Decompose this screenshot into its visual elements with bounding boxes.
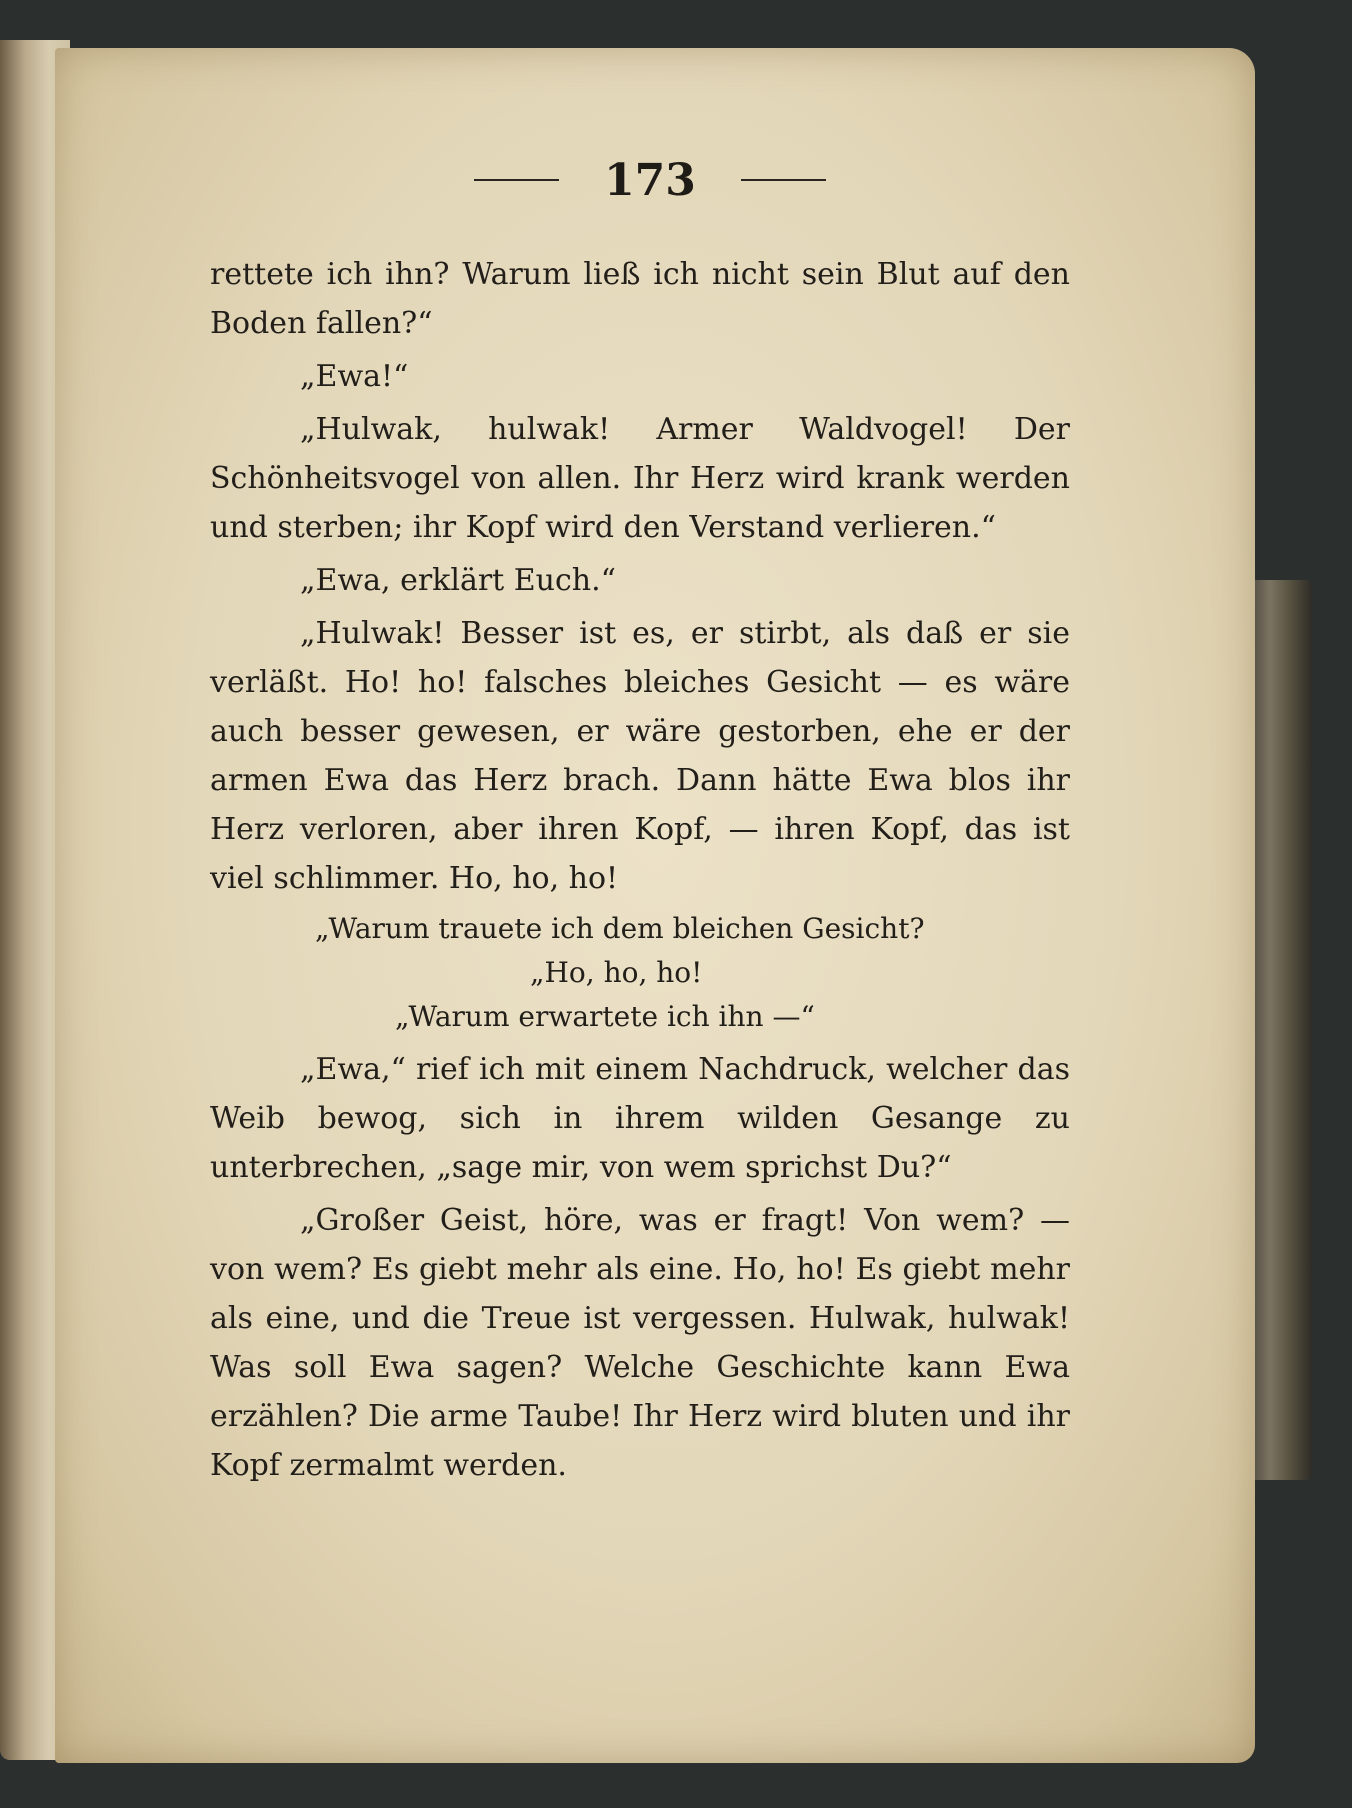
paragraph: „Hulwak, hulwak! Armer Waldvogel! Der Schönheitsvogel von allen. Ihr Herz wird krank werden und sterben; ihr Kopf wird den Verstand verlieren.“ (210, 412, 1070, 545)
song-verse (210, 907, 1070, 1039)
paragraph: „Hulwak! Besser ist es, er stirbt, als daß er sie verläßt. Ho! ho! falsches bleiches Gesicht — es wäre auch besser gewesen, er wäre gestorben, ehe er der armen Ewa das Herz brach. Dann hätte Ewa blos ihr Herz verloren, aber ihren Kopf, — ihren Kopf, das ist viel schlimmer. Ho, ho, ho! (210, 616, 1070, 896)
header-rule-right (741, 179, 826, 181)
page-number: 173 (604, 154, 696, 206)
page-header (460, 150, 840, 210)
header-rule-left (474, 179, 559, 181)
paragraph: „Ewa!“ (300, 359, 409, 394)
body-text (210, 250, 1070, 1494)
verse-line: „Warum erwartete ich ihn —“ (395, 1000, 815, 1033)
verse-line: „Warum trauete ich dem bleichen Gesicht? (315, 912, 925, 945)
paragraph: „Ewa,“ rief ich mit einem Nachdruck, welcher das Weib bewog, sich in ihrem wilden Gesange zu unterbrechen, „sage mir, von wem sprichst Du?“ (210, 1052, 1070, 1185)
paragraph: „Ewa, erklärt Euch.“ (300, 563, 616, 598)
paragraph: „Großer Geist, höre, was er fragt! Von wem? — von wem? Es giebt mehr als eine. Ho, ho! Es giebt mehr als eine, und die Treue ist vergessen. Hulwak, hulwak! Was soll Ewa sagen? Welche Geschichte kann Ewa erzählen? Die arme Taube! Ihr Herz wird bluten und ihr Kopf zermalmt werden. (210, 1203, 1070, 1483)
verse-line: „Ho, ho, ho! (530, 956, 703, 989)
paragraph: rettete ich ihn? Warum ließ ich nicht sein Blut auf den Boden fallen?“ (210, 257, 1070, 341)
